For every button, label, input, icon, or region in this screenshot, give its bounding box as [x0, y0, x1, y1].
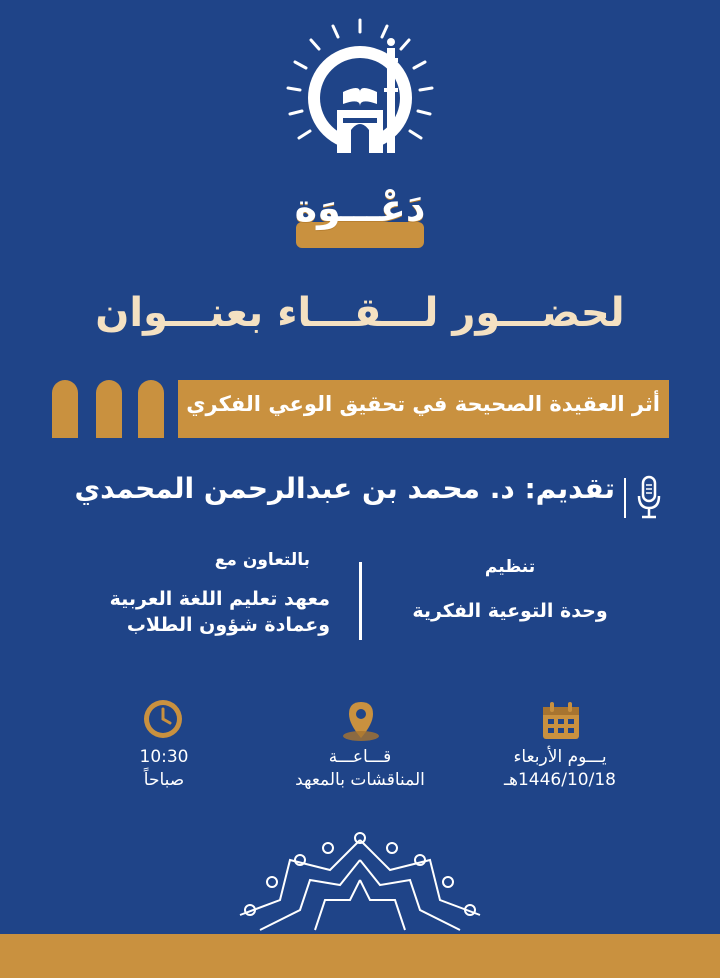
venue-hall: قـــاعـــة	[328, 747, 392, 767]
organizer-value: وحدة التوعية الفكرية	[412, 600, 608, 622]
presenter-name: تقديم: د. محمد بن عبدالرحمن المحمدي	[74, 472, 615, 505]
venue-name: المناقشات بالمعهد	[295, 770, 425, 790]
collaboration-line2: وعمادة شؤون الطلاب	[126, 614, 330, 636]
organizer-label: تنظيم	[484, 557, 536, 577]
topic-title: أثر العقيدة الصحيحة في تحقيق الوعي الفكري	[186, 392, 660, 416]
calendar-icon	[540, 700, 582, 742]
decorative-bar	[52, 380, 78, 438]
location-pin-icon	[340, 700, 382, 742]
microphone-icon	[636, 474, 662, 520]
footer-band	[0, 934, 720, 978]
date-value: 1446/10/18هـ	[504, 770, 616, 790]
time-value: 10:30	[139, 747, 189, 767]
column-divider	[359, 562, 362, 640]
presenter-separator	[624, 478, 626, 518]
collaboration-line1: معهد تعليم اللغة العربية	[109, 588, 330, 610]
collaboration-label: بالتعاون مع	[214, 550, 310, 570]
headline: لحضـــور لـــقـــاء بعنـــوان	[95, 290, 625, 336]
university-logo	[285, 18, 435, 168]
decorative-ornament	[220, 830, 500, 940]
date-day: يـــوم الأربعاء	[513, 747, 607, 767]
clock-icon	[142, 698, 184, 740]
decorative-bar	[96, 380, 122, 438]
time-period: صباحاً	[143, 770, 185, 790]
invite-title: دَعْـــوَة	[294, 186, 426, 230]
decorative-bar	[138, 380, 164, 438]
